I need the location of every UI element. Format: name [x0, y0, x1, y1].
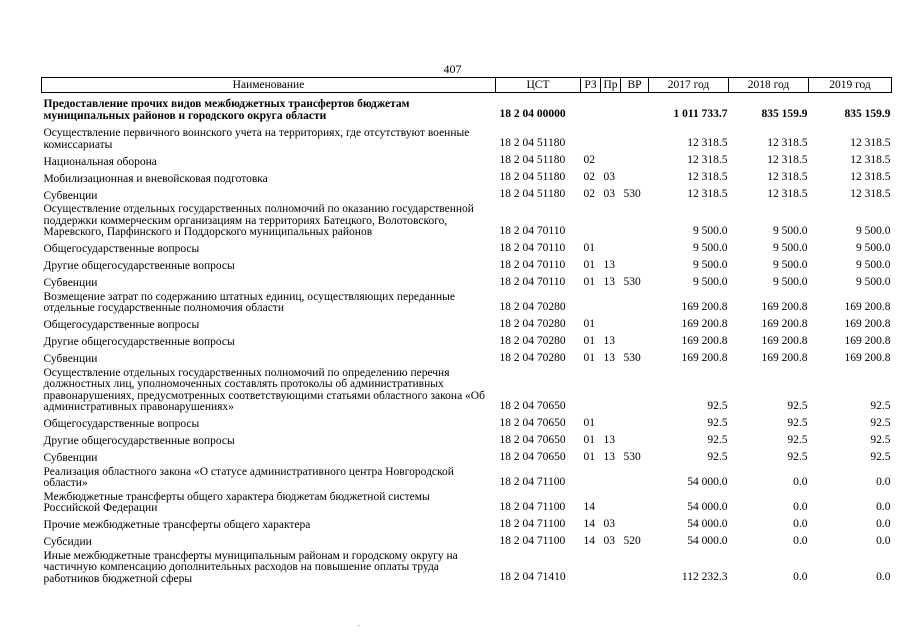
row-cst: 18 2 04 00000 — [499, 108, 566, 120]
row-2017: 169 200.8 — [681, 317, 728, 330]
row-vr — [621, 291, 649, 316]
row-name: Общегосударственные вопросы — [43, 319, 200, 331]
table-row — [42, 274, 892, 291]
row-2019: 835 159.9 — [844, 108, 891, 120]
row-cst: 18 2 04 70650 — [499, 450, 566, 463]
row-rz: 14 — [583, 517, 595, 530]
row-2017: 92.5 — [707, 416, 728, 429]
row-pr — [601, 367, 621, 415]
row-2019: 0.0 — [876, 534, 891, 547]
row-name: Предоставление прочих видов межбюджетных трансфертов бюджетам муниципальных районов и городского округа области — [43, 98, 410, 122]
row-2018: 9 500.0 — [773, 224, 808, 237]
row-pr — [601, 491, 621, 516]
row-2017: 54 000.0 — [687, 475, 728, 488]
row-rz — [581, 291, 601, 316]
row-cst: 18 2 04 70280 — [499, 351, 566, 364]
row-2019: 0.0 — [876, 517, 891, 530]
row-pr — [601, 240, 621, 257]
row-rz: 02 — [583, 188, 595, 200]
table-row — [42, 240, 892, 257]
row-vr — [621, 257, 649, 274]
row-vr — [621, 550, 649, 587]
row-cst: 18 2 04 70110 — [499, 258, 566, 271]
row-rz — [581, 466, 601, 491]
row-name: Осуществление первичного воинского учета на территориях, где отсутствуют военные комиссариаты — [43, 127, 470, 151]
header-rz: РЗ — [581, 78, 601, 93]
row-cst: 18 2 04 70650 — [499, 416, 566, 429]
row-2017: 54 000.0 — [687, 534, 728, 547]
row-name: Реализация областного закона «О статусе административного центра Новгородской области» — [43, 465, 454, 489]
row-2018: 169 200.8 — [761, 317, 808, 330]
row-name: Осуществление отдельных государственных полномочий по оказанию государственной поддержки коммерческим организациям на территориях Батецкого, Волотовского, Маревского, Парфинского и Поддорского муниципальных районов — [43, 203, 474, 238]
row-name: Другие общегосударственные вопросы — [43, 336, 235, 348]
row-2018: 0.0 — [793, 534, 808, 547]
table-row — [42, 516, 892, 533]
row-name: Другие общегосударственные вопросы — [43, 435, 235, 447]
table-row — [42, 350, 892, 367]
row-pr — [601, 316, 621, 333]
row-2018: 12 318.5 — [767, 188, 808, 200]
row-pr: 03 — [603, 517, 615, 530]
row-pr — [601, 466, 621, 491]
row-pr — [601, 203, 621, 240]
table-row — [42, 257, 892, 274]
row-vr — [621, 93, 649, 128]
row-rz: 01 — [583, 275, 595, 288]
table-header-row — [42, 78, 892, 93]
row-2018: 92.5 — [787, 450, 808, 463]
header-2018: 2018 год — [729, 78, 809, 93]
header-pr: Пр — [601, 78, 621, 93]
row-2019: 169 200.8 — [844, 334, 891, 347]
header-2019: 2019 год — [809, 78, 892, 93]
row-pr: 13 — [603, 351, 615, 364]
row-2019: 12 318.5 — [850, 171, 891, 183]
row-cst: 18 2 04 71100 — [499, 500, 566, 513]
row-2018: 169 200.8 — [761, 300, 808, 313]
row-2019: 0.0 — [876, 571, 891, 583]
row-name: Национальная оборона — [43, 155, 157, 168]
table-row — [42, 550, 892, 587]
row-2019: 9 500.0 — [856, 258, 891, 271]
row-2017: 12 318.5 — [687, 137, 728, 149]
row-pr — [601, 291, 621, 316]
row-rz — [581, 127, 601, 152]
header-cst: ЦСТ — [496, 78, 581, 93]
row-2017: 54 000.0 — [687, 517, 728, 530]
row-2018: 12 318.5 — [767, 171, 808, 183]
row-name: Субвенции — [43, 452, 98, 464]
row-rz: 14 — [583, 534, 595, 547]
row-name: Прочие межбюджетные трансферты общего характера — [43, 519, 311, 531]
row-cst: 18 2 04 70110 — [499, 275, 566, 288]
row-vr — [621, 491, 649, 516]
row-vr — [621, 203, 649, 240]
row-rz: 02 — [583, 171, 595, 183]
row-cst: 18 2 04 71100 — [499, 475, 566, 488]
row-2017: 12 318.5 — [687, 154, 728, 166]
row-2019: 12 318.5 — [850, 154, 891, 166]
row-rz — [581, 550, 601, 587]
row-vr — [621, 316, 649, 333]
row-rz: 02 — [583, 154, 595, 166]
row-vr — [621, 432, 649, 449]
row-vr — [621, 152, 649, 169]
row-rz: 01 — [583, 258, 595, 271]
row-2017: 92.5 — [707, 433, 728, 446]
row-2019: 12 318.5 — [850, 188, 891, 200]
row-name: Субвенции — [43, 277, 98, 289]
row-2019: 92.5 — [870, 450, 891, 463]
table-row — [42, 152, 892, 169]
row-2017: 92.5 — [707, 399, 728, 412]
row-2018: 0.0 — [793, 571, 808, 583]
table-row — [42, 186, 892, 203]
table-row — [42, 367, 892, 415]
table-row — [42, 333, 892, 350]
table-row — [42, 291, 892, 316]
row-vr — [621, 516, 649, 533]
row-cst: 18 2 04 70110 — [499, 224, 566, 237]
table-row — [42, 169, 892, 186]
row-vr: 530 — [623, 351, 641, 364]
page-number: 407 — [443, 62, 462, 76]
row-2019: 12 318.5 — [850, 137, 891, 149]
row-2017: 1 011 733.7 — [673, 108, 728, 120]
row-2017: 169 200.8 — [681, 300, 728, 313]
row-cst: 18 2 04 70280 — [499, 334, 566, 347]
header-vr: ВР — [621, 78, 649, 93]
row-2017: 9 500.0 — [693, 224, 728, 237]
row-name: Иные межбюджетные трансферты муниципальным районам и городскому округу на частичную компенсацию дополнительных расходов на повышение оплаты труда работников бюджетной сферы — [43, 549, 458, 585]
row-name: Другие общегосударственные вопросы — [43, 260, 235, 272]
row-2019: 92.5 — [870, 399, 891, 412]
row-cst: 18 2 04 70650 — [499, 433, 566, 446]
row-name: Субвенции — [43, 189, 98, 202]
row-2018: 12 318.5 — [767, 137, 808, 149]
row-name: Общегосударственные вопросы — [43, 418, 200, 430]
table-row — [42, 491, 892, 516]
row-2018: 0.0 — [793, 517, 808, 530]
row-pr: 13 — [603, 334, 615, 347]
row-vr: 520 — [623, 534, 641, 547]
table-row — [42, 533, 892, 550]
row-cst: 18 2 04 70110 — [499, 241, 566, 254]
row-2018: 9 500.0 — [773, 275, 808, 288]
row-cst: 18 2 04 51180 — [499, 171, 566, 183]
row-pr — [601, 127, 621, 152]
row-cst: 18 2 04 71100 — [499, 534, 566, 547]
row-name: Осуществление отдельных государственных полномочий по определению перечня должностных лиц, уполномоченных составлять протоколы об административных правонарушениях, предусмотренных соответствующими статьями областного закона «Об административных правонарушениях» — [43, 366, 485, 413]
row-vr: 530 — [623, 275, 641, 288]
header-2017: 2017 год — [649, 78, 729, 93]
row-2017: 9 500.0 — [693, 258, 728, 271]
row-2018: 92.5 — [787, 433, 808, 446]
row-pr — [601, 152, 621, 169]
row-name: Возмещение затрат по содержанию штатных единиц, осуществляющих переданные отдельные государственные полномочия области — [43, 290, 455, 314]
row-cst: 18 2 04 51180 — [499, 188, 566, 200]
row-2017: 9 500.0 — [693, 241, 728, 254]
row-cst: 18 2 04 51180 — [499, 154, 566, 166]
header-name: Наименование — [42, 78, 496, 93]
row-vr: 530 — [623, 188, 641, 200]
row-2019: 0.0 — [876, 500, 891, 513]
row-rz: 01 — [583, 416, 595, 429]
row-rz: 14 — [583, 500, 595, 513]
row-2019: 9 500.0 — [856, 275, 891, 288]
row-2019: 92.5 — [870, 433, 891, 446]
row-rz: 01 — [583, 317, 595, 330]
row-2017: 12 318.5 — [687, 171, 728, 183]
row-pr: 13 — [603, 450, 615, 463]
row-rz — [581, 203, 601, 240]
row-vr — [621, 127, 649, 152]
table-row — [42, 466, 892, 491]
row-2018: 9 500.0 — [773, 258, 808, 271]
row-pr — [601, 93, 621, 128]
table-row — [42, 203, 892, 240]
row-pr — [601, 550, 621, 587]
table-row — [42, 93, 892, 128]
row-pr — [601, 415, 621, 432]
row-name: Субсидии — [43, 536, 92, 548]
row-vr — [621, 169, 649, 186]
table-row — [42, 449, 892, 466]
row-2019: 169 200.8 — [844, 351, 891, 364]
row-cst: 18 2 04 71100 — [499, 517, 566, 530]
row-2018: 835 159.9 — [761, 108, 808, 120]
row-pr: 03 — [603, 171, 615, 183]
row-cst: 18 2 04 70650 — [499, 399, 566, 412]
row-2017: 169 200.8 — [681, 351, 728, 364]
row-2019: 9 500.0 — [856, 241, 891, 254]
table-body — [42, 93, 892, 587]
row-2017: 169 200.8 — [681, 334, 728, 347]
row-pr: 03 — [603, 534, 615, 547]
row-2018: 169 200.8 — [761, 351, 808, 364]
row-pr: 13 — [603, 258, 615, 271]
row-name: Мобилизационная и вневойсковая подготовка — [43, 172, 268, 185]
row-rz: 01 — [583, 450, 595, 463]
row-rz: 01 — [583, 241, 595, 254]
row-2017: 9 500.0 — [693, 275, 728, 288]
row-pr: 03 — [603, 188, 615, 200]
row-cst: 18 2 04 70280 — [499, 300, 566, 313]
table-row — [42, 127, 892, 152]
row-2017: 54 000.0 — [687, 500, 728, 513]
row-pr: 13 — [603, 433, 615, 446]
row-2019: 92.5 — [870, 416, 891, 429]
row-vr — [621, 466, 649, 491]
row-name: Субвенции — [43, 353, 98, 365]
row-cst: 18 2 04 71410 — [499, 571, 566, 583]
row-name: Межбюджетные трансферты общего характера бюджетам бюджетной системы Российской Федерации — [43, 490, 430, 514]
row-vr — [621, 240, 649, 257]
row-rz: 01 — [583, 334, 595, 347]
row-2019: 0.0 — [876, 475, 891, 488]
table-row — [42, 316, 892, 333]
row-2017: 92.5 — [707, 450, 728, 463]
row-2019: 169 200.8 — [844, 317, 891, 330]
row-2018: 92.5 — [787, 416, 808, 429]
row-pr: 13 — [603, 275, 615, 288]
row-2018: 0.0 — [793, 475, 808, 488]
row-cst: 18 2 04 51180 — [499, 137, 566, 149]
row-vr — [621, 415, 649, 432]
row-2018: 169 200.8 — [761, 334, 808, 347]
row-2018: 12 318.5 — [767, 154, 808, 166]
row-vr — [621, 333, 649, 350]
row-rz — [581, 93, 601, 128]
table-row — [42, 415, 892, 432]
row-rz: 01 — [583, 351, 595, 364]
row-vr — [621, 367, 649, 415]
row-2018: 9 500.0 — [773, 241, 808, 254]
footer-mark: . — [358, 619, 360, 628]
row-2018: 0.0 — [793, 500, 808, 513]
row-2017: 112 232.3 — [681, 571, 728, 583]
row-2019: 169 200.8 — [844, 300, 891, 313]
row-2017: 12 318.5 — [687, 188, 728, 200]
row-2018: 92.5 — [787, 399, 808, 412]
row-vr: 530 — [623, 450, 641, 463]
row-cst: 18 2 04 70280 — [499, 317, 566, 330]
budget-table — [41, 77, 892, 586]
row-rz: 01 — [583, 433, 595, 446]
row-name: Общегосударственные вопросы — [43, 243, 200, 255]
row-2019: 9 500.0 — [856, 224, 891, 237]
row-rz — [581, 367, 601, 415]
table-row — [42, 432, 892, 449]
